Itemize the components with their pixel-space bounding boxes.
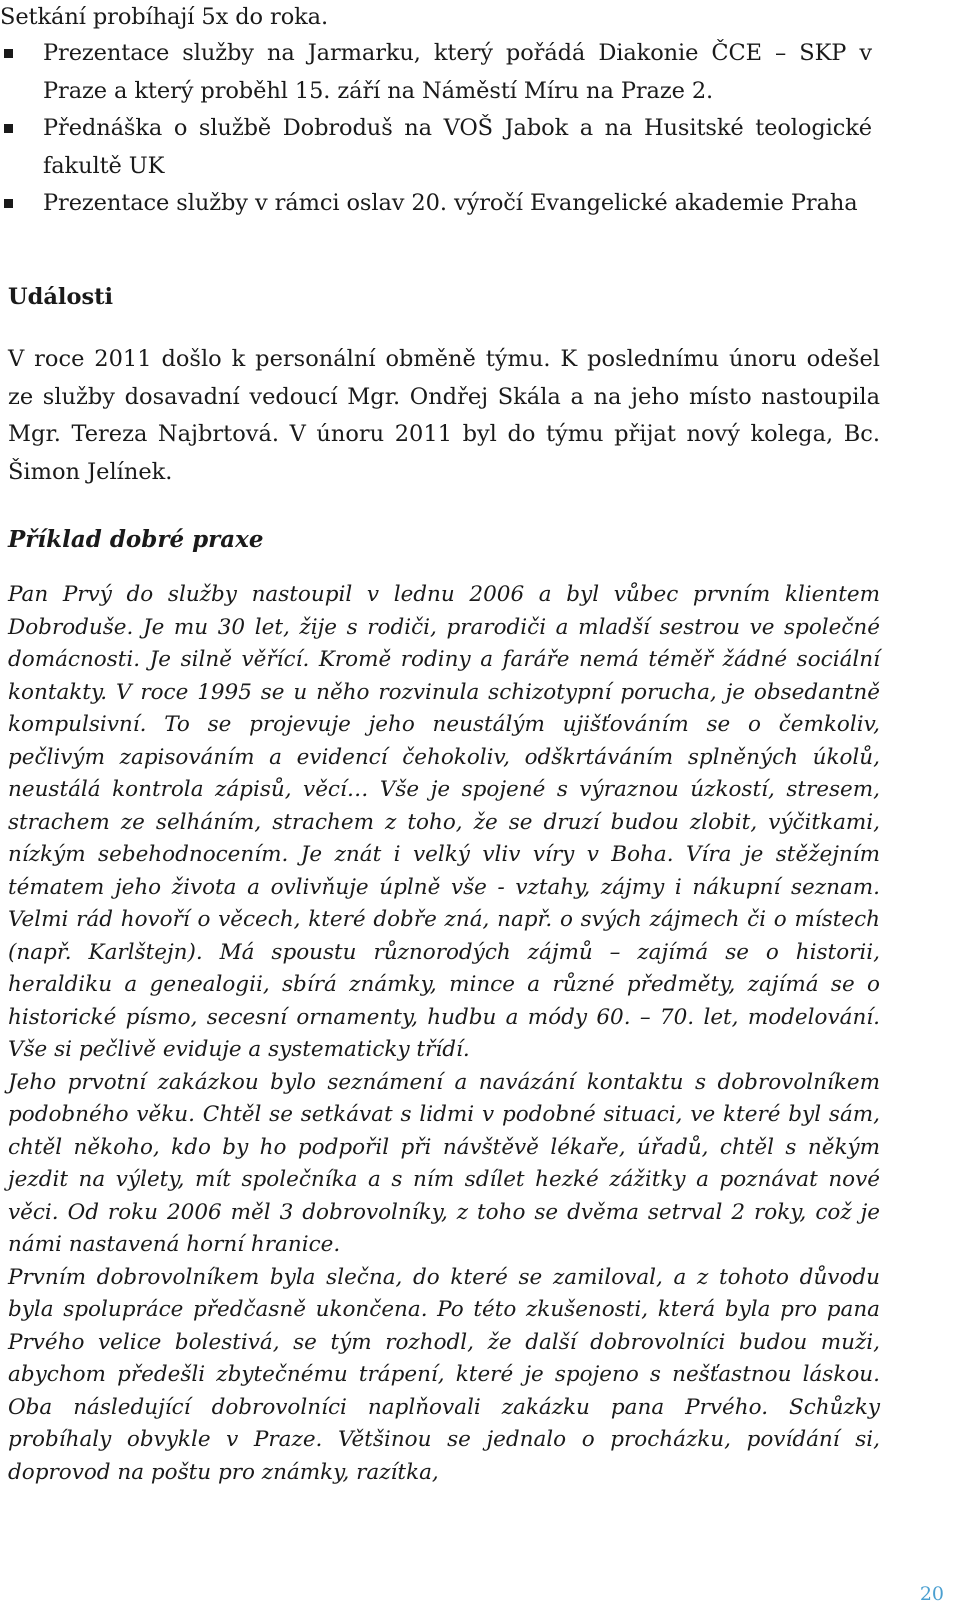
page-body xyxy=(0,0,872,223)
list-item xyxy=(0,110,872,185)
good-practice-text xyxy=(8,579,880,1489)
page-number: 20 xyxy=(919,1583,944,1605)
list-item-text: Prezentace služby v rámci oslav 20. výročí Evangelické akademie Praha xyxy=(43,190,858,216)
good-practice-heading: Příklad dobré praxe xyxy=(8,526,264,553)
case-paragraph: Prvním dobrovolníkem byla slečna, do které se zamiloval, a z tohoto důvodu byla spolupráce předčasně ukončena. Po této zkušenosti, která byla pro pana Prvého velice bolestivá, se tým rozhodl, že další dobrovolníci budou muži, abychom předešli zbytečnému trápení, které je spojeno s nešťastnou láskou. Oba následující dobrovolníci naplňovali zakázku pana Prvého. Schůzky probíhaly obvykle v Praze. Většinou se jednalo o procházku, povídání si, doprovod na poštu pro známky, razítka, xyxy=(8,1264,880,1485)
list-item-text: Prezentace služby na Jarmarku, který pořádá Diakonie ČCE – SKP v Praze a který proběhl 15. září na Náměstí Míru na Praze 2. xyxy=(43,40,872,104)
case-paragraph: Jeho prvotní zakázkou bylo seznámení a navázání kontaktu s dobrovolníkem podobného věku. Chtěl se setkávat s lidmi v podobné situaci, ve které byl sám, chtěl někoho, kdo by ho podpořil při návštěvě lékaře, úřadů, chtěl s někým jezdit na výlety, mít společníka a s ním sdílet hezké zážitky a poznávat nové věci. Od roku 2006 měl 3 dobrovolníky, z toho se dvěma setrval 2 roky, což je námi nastavená horní hranice. xyxy=(8,1069,880,1257)
bullet-list xyxy=(0,35,872,223)
events-heading: Události xyxy=(8,284,114,310)
intro-line: Setkání probíhají 5x do roka. xyxy=(0,4,329,30)
list-item xyxy=(0,185,872,223)
square-bullet-icon xyxy=(4,49,13,58)
case-paragraph: Pan Prvý do služby nastoupil v lednu 2006 a byl vůbec prvním klientem Dobroduše. Je mu 30 let, žije s rodiči, prarodiči a mladší sestrou ve společné domácnosti. Je silně věřící. Kromě rodiny a faráře nemá téměř žádné sociální kontakty. V roce 1995 se u něho rozvinula schizotypní porucha, je obsedantně kompulsivní. To se projevuje jeho neustálým ujišťováním se o čemkoliv, pečlivým zapisováním a evidencí čehokoliv, odškrtáváním splněných úkolů, neustálá kontrola zápisů, věcí… Vše je spojené s výraznou úzkostí, stresem, strachem ze selháním, strachem z toho, že se druzí budou zlobit, výčitkami, nízkým sebehodnocením. Je znát i velký vliv víry v Boha. Víra je stěžejním tématem jeho života a ovlivňuje úplně vše - vztahy, zájmy i nákupní seznam. Velmi rád hovoří o věcech, které dobře zná, např. o svých zájmech či o místech (např. Karlštejn). Má spoustu různorodých zájmů – zajímá se o historii, heraldiku a genealogii, sbírá známky, mince a různé předměty, zajímá se o historické písmo, secesní ornamenty, hudbu a módy 60. – 70. let, modelování. Vše si pečlivě eviduje a systematicky třídí. xyxy=(8,582,880,1062)
square-bullet-icon xyxy=(4,124,13,133)
events-paragraph: V roce 2011 došlo k personální obměně týmu. K poslednímu únoru odešel ze služby dosavadní vedoucí Mgr. Ondřej Skála a na jeho místo nastoupila Mgr. Tereza Najbrtová. V únoru 2011 byl do týmu přijat nový kolega, Bc. Šimon Jelínek. xyxy=(8,346,880,485)
list-item xyxy=(0,35,872,110)
list-item-text: Přednáška o službě Dobroduš na VOŠ Jabok a na Husitské teologické fakultě UK xyxy=(43,115,872,179)
square-bullet-icon xyxy=(4,199,13,208)
